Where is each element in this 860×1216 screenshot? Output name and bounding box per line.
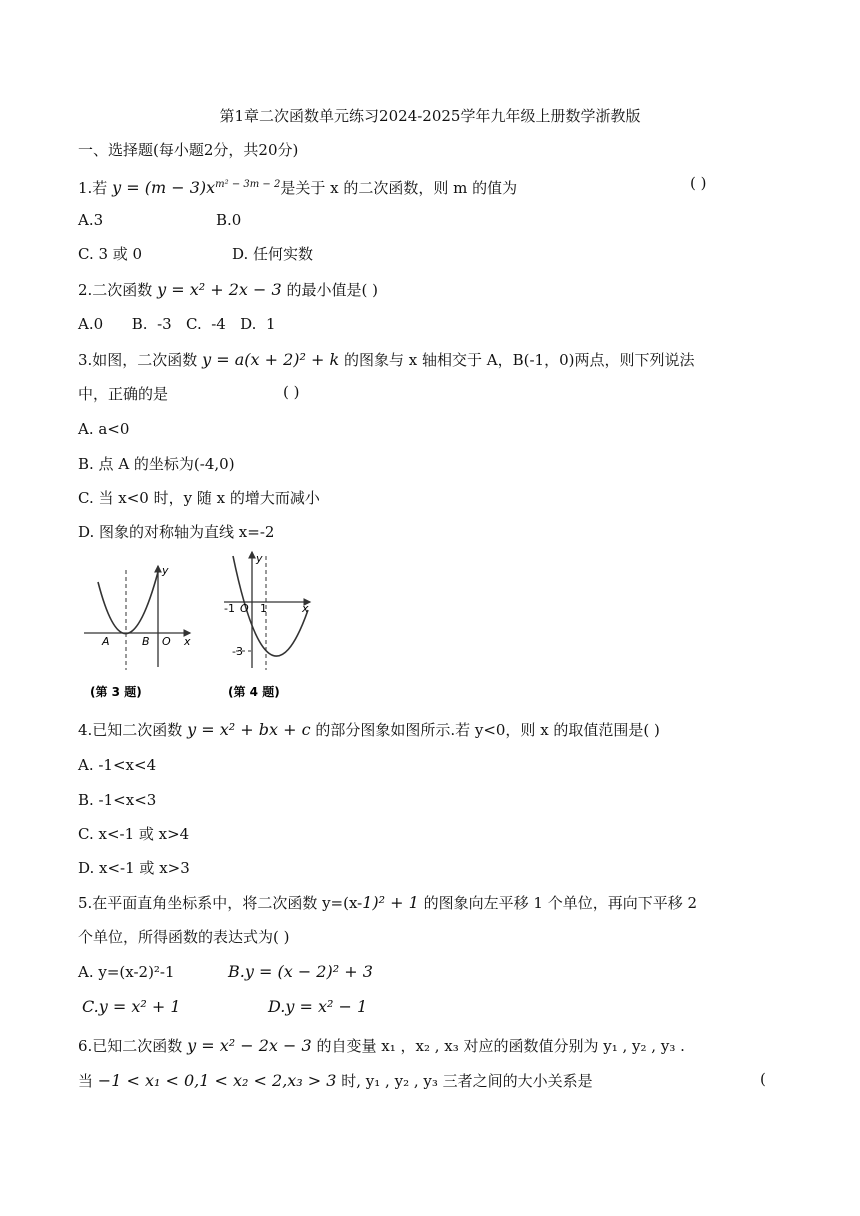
section-heading: 一、选择题(每小题2分，共20分) [78, 141, 299, 159]
question-1-stem [78, 174, 517, 199]
q5-stem-line2: 个单位，所得函数的表达式为( ) [78, 928, 290, 946]
fig4-label-o: O [240, 602, 249, 615]
q4-prefix: 4.已知二次函数 [78, 721, 183, 739]
question-5-stem [78, 892, 697, 914]
question-6-stem [78, 1035, 685, 1057]
q6-answer-paren: ( [760, 1070, 766, 1088]
fig4-label-x: x [302, 602, 309, 615]
q1-option-b: B.0 [216, 211, 242, 229]
fig4-label-neg3: -3 [232, 645, 243, 658]
fig3-label-b: B [142, 635, 150, 648]
q5-option-b: B.y = (x − 2)² + 3 [228, 962, 373, 981]
q4-option-d: D. x<-1 或 x>3 [78, 859, 190, 877]
q6-prefix: 6.已知二次函数 [78, 1037, 183, 1055]
q5-option-d: D.y = x² − 1 [268, 997, 368, 1016]
q5-option-c: C.y = x² + 1 [82, 997, 181, 1016]
q4-option-c: C. x<-1 或 x>4 [78, 825, 190, 843]
question-2-stem [78, 279, 378, 301]
q4-formula: y = x² + bx + c [187, 720, 311, 739]
fig3-label-y: y [162, 564, 169, 577]
q4-suffix: 的部分图象如图所示.若 y<0，则 x 的取值范围是( ) [315, 721, 660, 739]
q2-formula: y = x² + 2x − 3 [157, 280, 282, 299]
q2-prefix: 2.二次函数 [78, 281, 153, 299]
question-3-stem [78, 349, 694, 371]
q3-answer-paren: ( ) [283, 383, 300, 401]
fig4-label-y: y [256, 552, 263, 565]
q1-formula: y = (m − 3)x [112, 178, 216, 197]
q1-answer-paren: ( ) [690, 174, 707, 192]
q3-option-b: B. 点 A 的坐标为(-4,0) [78, 455, 235, 473]
q5-formula: 1)² + 1 [362, 893, 419, 912]
q2-options: A.0 B. -3 C. -4 D. 1 [78, 315, 276, 333]
q1-suffix: 是关于 x 的二次函数，则 m 的值为 [280, 179, 518, 197]
q6-condition-formula: −1 < x₁ < 0,1 < x₂ < 2,x₃ > 3 [97, 1071, 337, 1090]
q3-option-c: C. 当 x<0 时，y 随 x 的增大而减小 [78, 489, 320, 507]
q3-option-a: A. a<0 [78, 420, 130, 438]
q1-exponent: m² − 3m − 2 [215, 179, 281, 190]
q6-stem-line2 [78, 1070, 593, 1092]
fig3-label-o: O [162, 635, 171, 648]
q6-line2-suffix: 时, y₁ , y₂ , y₃ 三者之间的大小关系是 [341, 1072, 593, 1090]
q1-option-a: A.3 [78, 211, 104, 229]
q6-formula: y = x² − 2x − 3 [187, 1036, 312, 1055]
fig4-label-neg1: -1 [224, 602, 235, 615]
q4-option-b: B. -1<x<3 [78, 791, 157, 809]
q1-option-c: C. 3 或 0 [78, 245, 143, 263]
fig4-label-1: 1 [260, 602, 267, 615]
fig4-caption: (第 4 题) [228, 685, 280, 699]
figure-3 [80, 562, 200, 702]
q5-prefix: 5.在平面直角坐标系中，将二次函数 y=(x- [78, 894, 363, 912]
q6-suffix: 的自变量 x₁ ，x₂ , x₃ 对应的函数值分别为 y₁ , y₂ , y₃ . [316, 1037, 685, 1055]
question-4-stem [78, 719, 660, 741]
fig3-label-a: A [102, 635, 110, 648]
fig3-label-x: x [184, 635, 191, 648]
fig3-parabola [98, 572, 158, 634]
q4-option-a: A. -1<x<4 [78, 756, 157, 774]
q5-option-a: A. y=(x-2)²-1 [78, 963, 175, 981]
q2-suffix: 的最小值是( ) [286, 281, 378, 299]
q3-option-d: D. 图象的对称轴为直线 x=-2 [78, 523, 275, 541]
q3-prefix: 3.如图，二次函数 [78, 351, 198, 369]
q3-suffix: 的图象与 x 轴相交于 A，B(-1，0)两点，则下列说法 [343, 351, 695, 369]
q1-option-d: D. 任何实数 [232, 245, 314, 263]
q6-line2-prefix: 当 [78, 1072, 94, 1090]
document-title: 第1章二次函数单元练习2024-2025学年九年级上册数学浙教版 [219, 107, 641, 125]
fig3-caption: (第 3 题) [90, 685, 142, 699]
figure-4 [218, 548, 318, 703]
q3-formula: y = a(x + 2)² + k [202, 350, 340, 369]
q3-stem-line2: 中，正确的是 [78, 385, 169, 403]
q1-prefix: 1.若 [78, 179, 108, 197]
q5-suffix: 的图象向左平移 1 个单位，再向下平移 2 [423, 894, 698, 912]
